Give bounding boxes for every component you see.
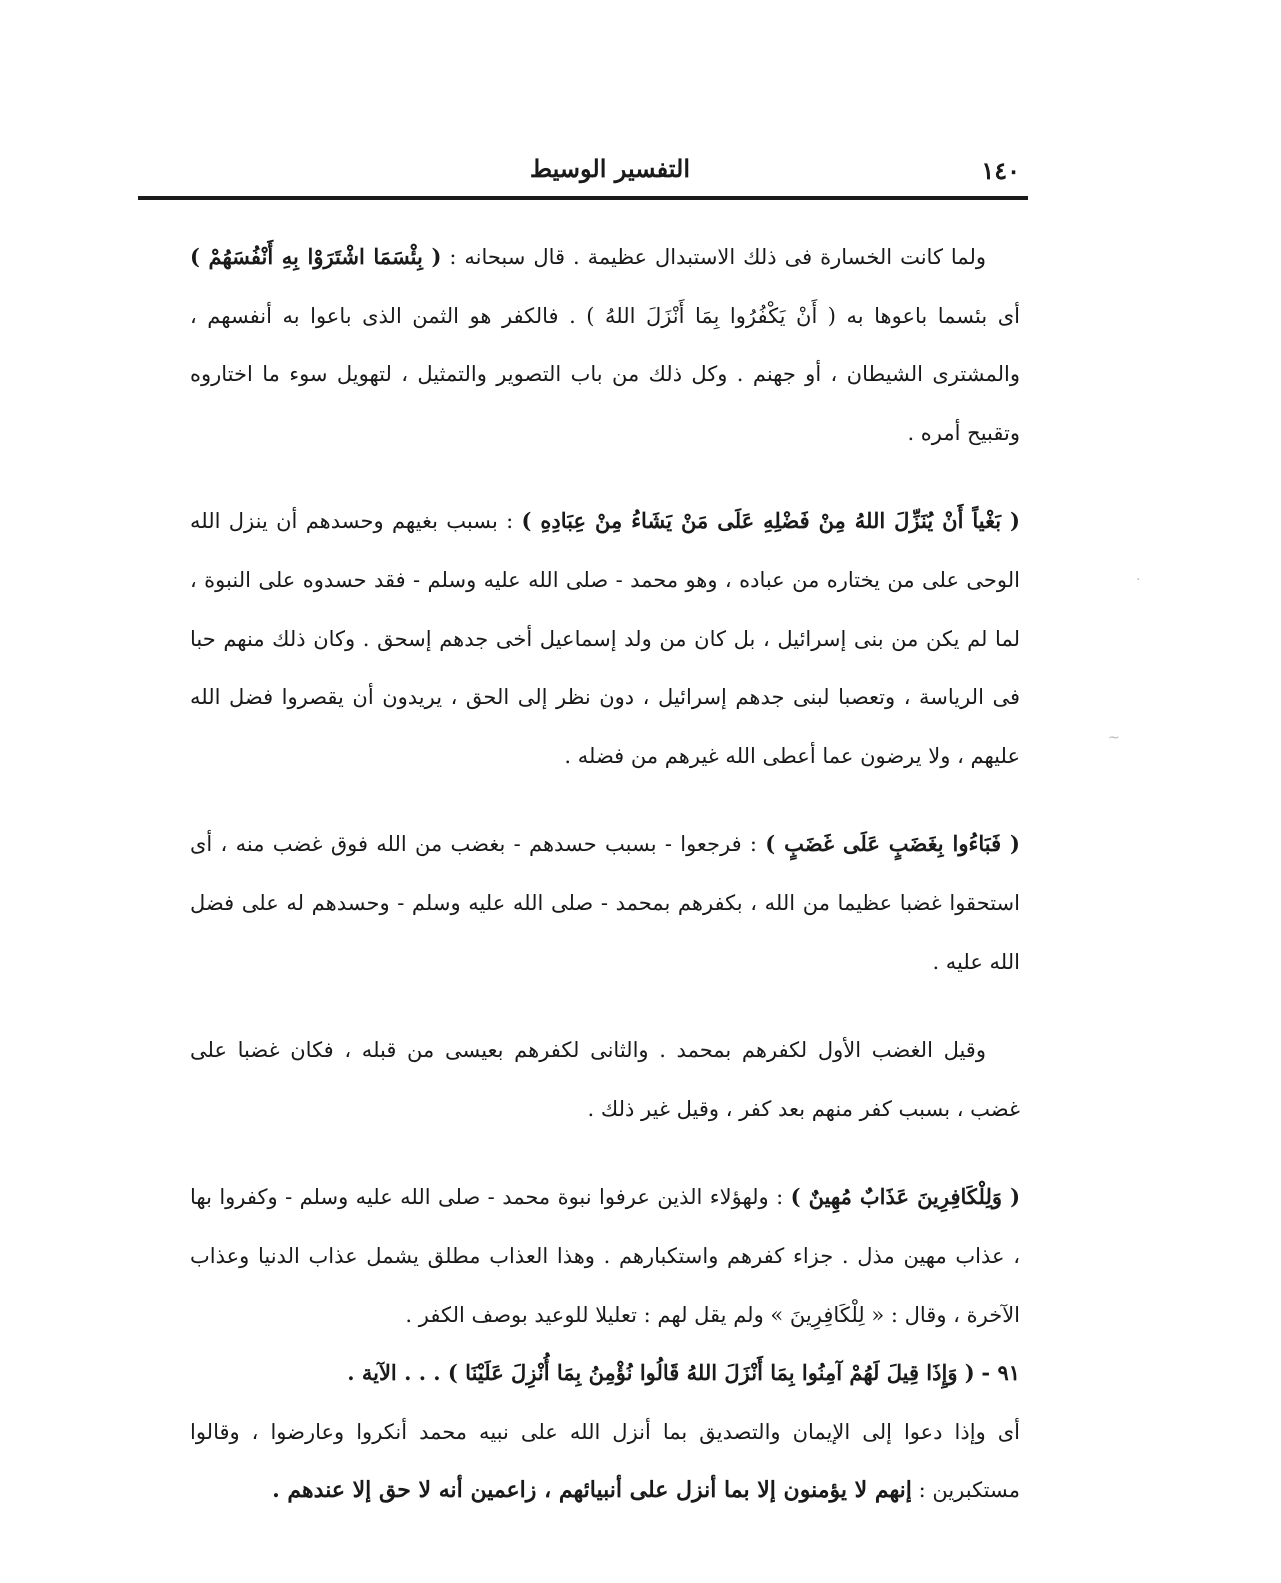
paragraph-7-emphasis: إنهم لا يؤمنون إلا بما أنزل على أنبيائهم ، زاعمين أنه لا حق إلا عندهم .	[272, 1477, 912, 1504]
header-rule	[138, 196, 1028, 200]
quran-verse-6: ( وَإِذَا قِيلَ لَهُمْ آمِنُوا بِمَا أَنْزَلَ اللهُ قَالُوا نُؤْمِنُ بِمَا أُنْزِلَ عَلَيْنَا ) . . . الآية .	[347, 1360, 975, 1386]
paragraph-1-text: أى بئسما باعوها به ( أَنْ يَكْفُرُوا بِمَا أَنْزَلَ اللهُ ) . فالكفر هو الثمن الذى باعوا به أنفسهم ، والمشترى الشيطان ، أو جهنم . وكل ذلك من باب التصوير والتمثيل ، لتهويل سوء ما اختاروه وتقبيح أمره .	[190, 303, 1020, 445]
quran-verse-5: ( وَلِلْكَافِرِينَ عَذَابٌ مُهِينٌ )	[790, 1184, 1020, 1210]
verse-number: ٩١ -	[981, 1360, 1020, 1386]
quran-verse-2: ( بَغْياً أَنْ يُنَزِّلَ اللهُ مِنْ فَضْلِهِ عَلَى مَنْ يَشَاءُ مِنْ عِبَادِهِ )	[521, 508, 1020, 534]
paragraph-5-text: : ولهؤلاء الذين عرفوا نبوة محمد - صلى الله عليه وسلم - وكفروا بها ، عذاب مهين مذل . جزاء كفرهم واستكبارهم . وهذا العذاب مطلق يشمل عذاب الدنيا وعذاب الآخرة ، وقال : « لِلْكَافِرِينَ » ولم يقل لهم : تعليلا للوعيد بوصف الكفر .	[190, 1185, 1020, 1327]
paragraph-2-text: : بسبب بغيهم وحسدهم أن ينزل الله الوحى على من يختاره من عباده ، وهو محمد - صلى الله عليه وسلم - فقد حسدوه على النبوة ، لما لم يكن من بنى إسرائيل ، بل كان من ولد إسماعيل أخى جدهم إسحق . وكان ذلك منهم حبا فى الرياسة ، وتعصبا لبنى جدهم إسرائيل ، دون نظر إلى الحق ، يريدون أن يقصروا فضل الله عليهم ، ولا يرضون عما أعطى الله غيرهم من فضله .	[190, 509, 1020, 768]
paragraph-1-lead: ولما كانت الخسارة فى ذلك الاستبدال عظيمة . قال سبحانه :	[449, 245, 986, 269]
margin-speck: ~	[1108, 730, 1120, 746]
quran-verse-3: ( فَبَاءُوا بِغَضَبٍ عَلَى غَضَبٍ )	[765, 831, 1020, 857]
page-header	[190, 152, 1020, 188]
paragraph-6	[190, 1344, 1020, 1403]
paragraph-2	[190, 492, 1020, 785]
paragraph-4	[190, 1021, 1020, 1138]
page-number: ١٤٠	[981, 156, 1020, 185]
paragraph-5	[190, 1168, 1020, 1344]
running-title: التفسير الوسيط	[529, 154, 690, 183]
paragraph-1	[190, 228, 1020, 462]
paragraph-3	[190, 815, 1020, 991]
margin-speck: ·	[1136, 572, 1141, 588]
paragraph-4-text: وقيل الغضب الأول لكفرهم بمحمد . والثانى لكفرهم بعيسى من قبله ، فكان غضبا على غضب ، بسبب كفر منهم بعد كفر ، وقيل غير ذلك .	[190, 1038, 1020, 1121]
paragraph-7	[190, 1403, 1020, 1520]
quran-verse-1: ( بِئْسَمَا اشْتَرَوْا بِهِ أَنْفُسَهُمْ )	[190, 244, 442, 269]
paragraph-7-text: أى وإذا دعوا إلى الإيمان والتصديق بما أنزل الله على نبيه محمد أنكروا وعارضوا ، وقالوا مستكبرين :	[190, 1419, 1020, 1503]
tafsir-body	[190, 228, 1020, 1520]
paragraph-3-text: : فرجعوا - بسبب حسدهم - بغضب من الله فوق غضب منه ، أى استحقوا غضبا عظيما من الله ، بكفرهم بمحمد - صلى الله عليه وسلم - وحسدهم له على فضل الله عليه .	[190, 832, 1020, 974]
